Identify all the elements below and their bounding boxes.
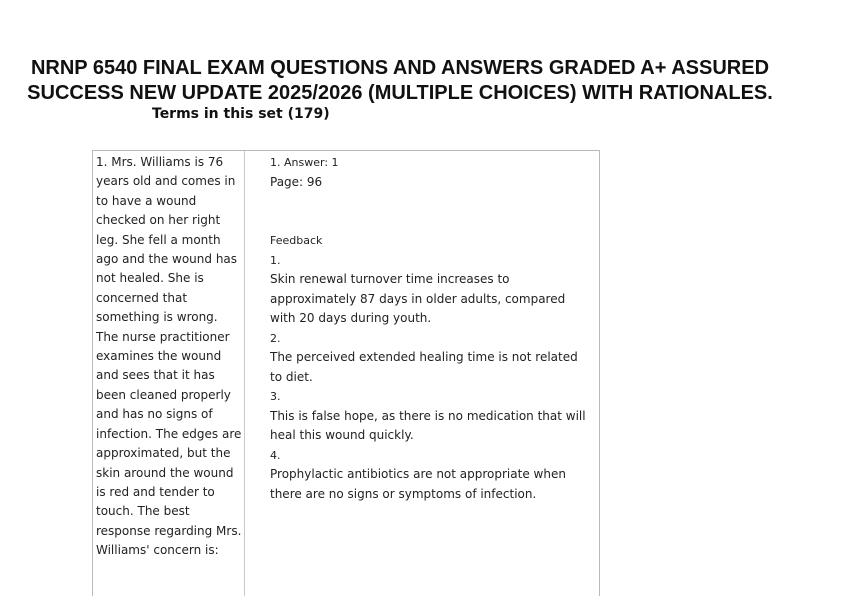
answer-column <box>270 153 590 504</box>
feedback-item-text: Prophylactic antibiotics are not appropriate when <box>270 467 566 481</box>
feedback-item-text: heal this wound quickly. <box>270 428 414 442</box>
feedback-item-text: Skin renewal turnover time increases to <box>270 272 510 286</box>
feedback-item-text: The perceived extended healing time is not related <box>270 350 578 364</box>
feedback-item-number: 1. <box>270 253 281 267</box>
feedback-item-number: 3. <box>270 390 281 403</box>
feedback-item-text: This is false hope, as there is no medication that will <box>270 408 586 423</box>
feedback-item-text: with 20 days during youth. <box>270 311 432 325</box>
feedback-item-text: there are no signs or symptoms of infection. <box>270 486 537 501</box>
answer-line: 1. Answer: 1 <box>270 156 339 169</box>
feedback-item-number: 2. <box>270 331 281 345</box>
feedback-item-number: 4. <box>270 448 281 462</box>
flashcard <box>92 150 600 596</box>
page-line: Page: 96 <box>270 174 323 189</box>
column-divider <box>244 151 245 596</box>
document-title <box>0 56 800 106</box>
title-line-2: SUCCESS NEW UPDATE 2025/2026 (MULTIPLE CHOICES) WITH RATIONALES. <box>27 82 773 104</box>
feedback-item-text: to diet. <box>270 369 313 384</box>
feedback-label: Feedback <box>270 234 323 247</box>
title-line-1: NRNP 6540 FINAL EXAM QUESTIONS AND ANSWERS GRADED A+ ASSURED <box>30 57 770 79</box>
feedback-item-text: approximately 87 days in older adults, compared <box>270 291 566 306</box>
spacer <box>270 192 590 231</box>
terms-count-label: Terms in this set (179) <box>152 106 330 122</box>
question-text: 1. Mrs. Williams is 76 years old and comes in to have a wound checked on her right leg. She fell a month ago and the wound has not healed. She is concerned that something is wrong. The nurse practitioner examines the wound and sees that it has been cleaned properly and has no signs of infection. The edges are approximated, but the skin around the wound is red and tender to touch. The best response regarding Mrs. Williams' concern is: <box>96 155 242 558</box>
